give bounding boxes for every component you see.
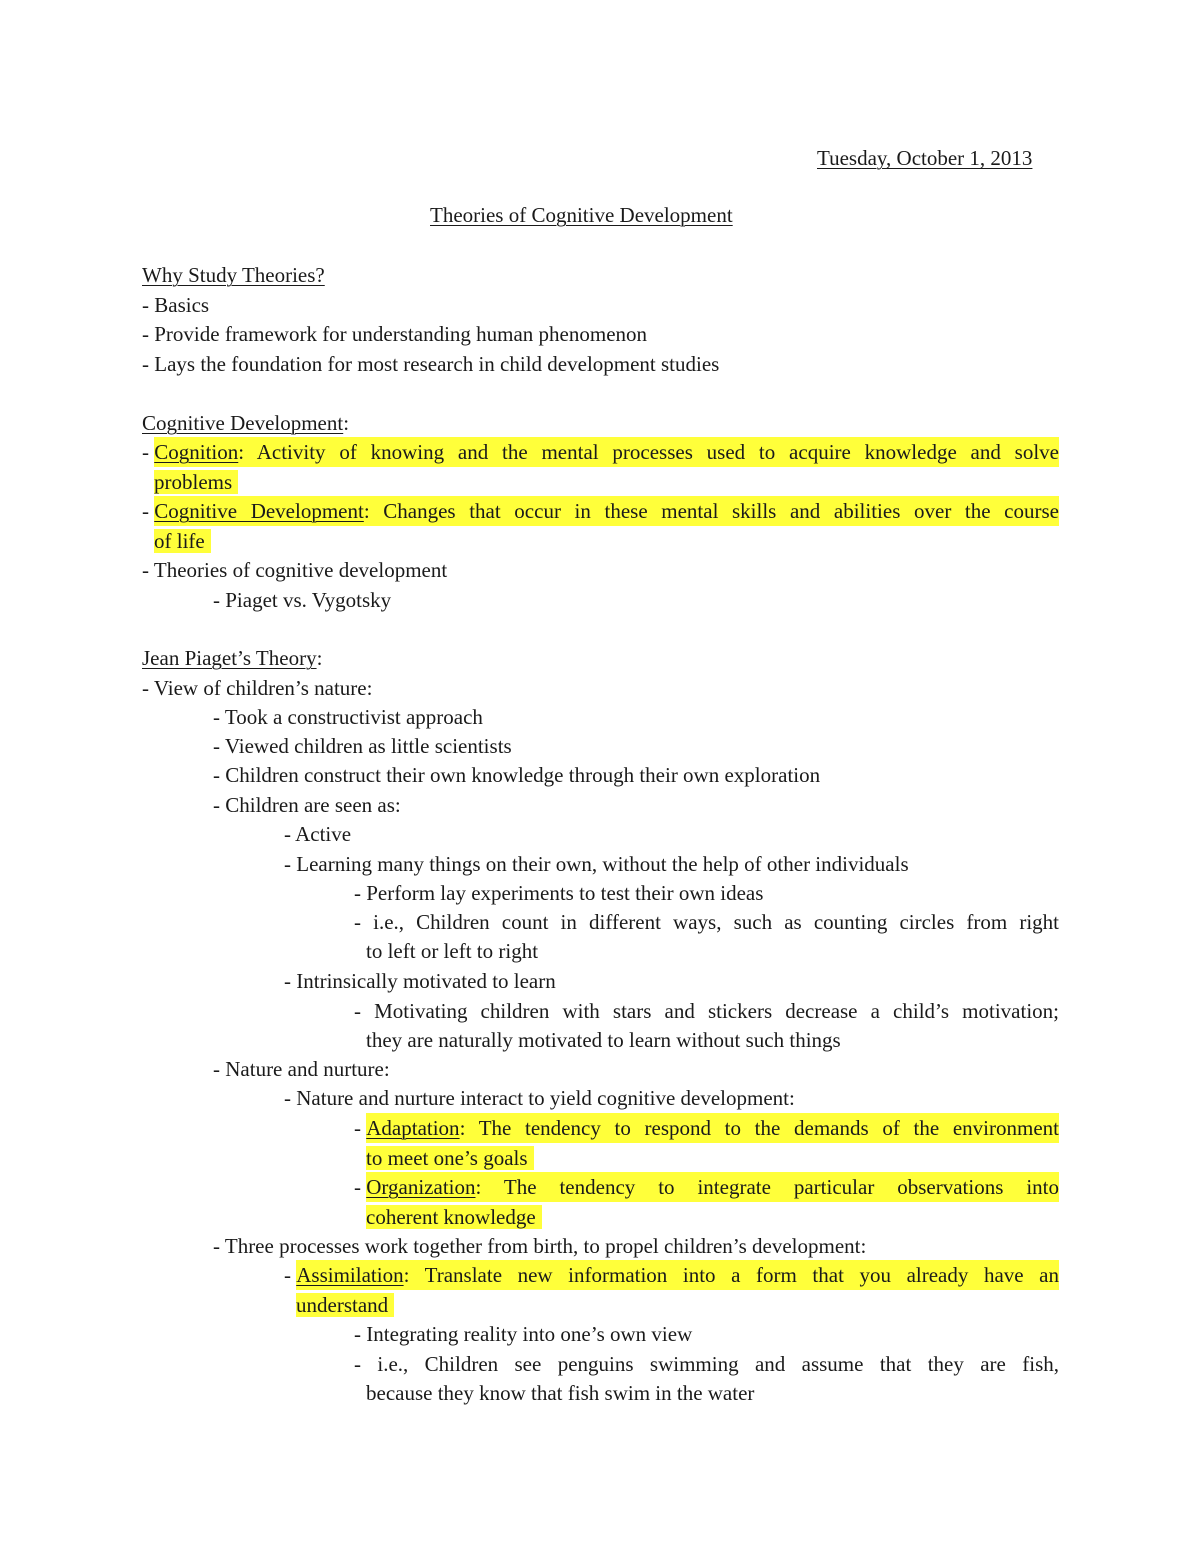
definition-adaptation-line-2 — [366, 1143, 534, 1173]
list-item: - Perform lay experiments to test their own ideas — [354, 881, 764, 905]
list-item: - i.e., Children count in different ways, such as counting circles from right — [354, 910, 1059, 934]
list-item: - Took a constructivist approach — [213, 705, 483, 729]
definition-text: : Activity of knowing and the mental processes used to acquire knowledge and solve — [238, 440, 1059, 464]
definition-text: : The tendency to integrate particular observations into — [475, 1175, 1059, 1199]
bullet-dash: - — [354, 1116, 367, 1140]
bullet-dash: - — [354, 1175, 367, 1199]
definition-text: problems — [154, 470, 238, 494]
section-heading-text: Jean Piaget’s Theory — [142, 646, 317, 670]
section-heading-piaget — [142, 643, 322, 673]
list-item: - Children are seen as: — [213, 793, 401, 817]
document-date: Tuesday, October 1, 2013 — [817, 146, 1033, 170]
list-item: - i.e., Children see penguins swimming and assume that they are fish, — [354, 1352, 1059, 1376]
definition-assimilation-line-2 — [296, 1290, 394, 1320]
list-item: - Learning many things on their own, without the help of other individuals — [284, 852, 909, 876]
definition-organization-text — [366, 1172, 1059, 1202]
definition-cognition-text — [154, 437, 1059, 467]
list-item: - Children construct their own knowledge through their own exploration — [213, 763, 821, 787]
section-heading-cognitive-development — [142, 408, 349, 438]
list-item: - Piaget vs. Vygotsky — [213, 588, 392, 612]
section-heading-text: Cognitive Development — [142, 411, 344, 435]
definition-cognition-line-2 — [154, 467, 238, 497]
list-item: - Three processes work together from birth, to propel children’s development: — [213, 1234, 867, 1258]
list-item: - Provide framework for understanding human phenomenon — [142, 322, 648, 346]
definition-organization-line-1 — [354, 1172, 1059, 1202]
definition-text: of life — [154, 529, 211, 553]
bullet-dash: - — [142, 499, 155, 523]
list-item: - Motivating children with stars and stickers decrease a child’s motivation; — [354, 999, 1059, 1023]
term-cognitive-development: Cognitive Development — [154, 499, 364, 523]
definition-text: to meet one’s goals — [366, 1146, 534, 1170]
term-adaptation: Adaptation — [366, 1116, 460, 1140]
list-item: - Viewed children as little scientists — [213, 734, 512, 758]
bullet-dash: - — [284, 1263, 297, 1287]
definition-cognition-line-1 — [142, 437, 1059, 467]
list-item: - Basics — [142, 293, 210, 317]
definition-organization-line-2 — [366, 1202, 542, 1232]
definition-text: : Changes that occur in these mental skills and abilities over the course — [363, 499, 1059, 523]
definition-adaptation-line-1 — [354, 1113, 1059, 1143]
definition-cognitive-development-line-1 — [142, 496, 1059, 526]
definition-text: coherent knowledge — [366, 1205, 542, 1229]
heading-colon: : — [343, 411, 350, 435]
term-cognition: Cognition — [154, 440, 239, 464]
list-item: - Intrinsically motivated to learn — [284, 969, 556, 993]
list-item: - View of children’s nature: — [142, 676, 373, 700]
definition-adaptation-text — [366, 1113, 1059, 1143]
list-item-continuation: because they know that fish swim in the water — [366, 1381, 755, 1405]
term-organization: Organization — [366, 1175, 476, 1199]
list-item-continuation: they are naturally motivated to learn without such things — [366, 1028, 841, 1052]
term-assimilation: Assimilation — [296, 1263, 404, 1287]
list-item-continuation: to left or left to right — [366, 939, 539, 963]
document-title: Theories of Cognitive Development — [430, 203, 733, 227]
heading-colon: : — [316, 646, 323, 670]
definition-assimilation-line-1 — [284, 1260, 1059, 1290]
definition-cognitive-development-text — [154, 496, 1059, 526]
bullet-dash: - — [142, 440, 155, 464]
definition-cognitive-development-line-2 — [154, 526, 211, 556]
list-item: - Nature and nurture interact to yield cognitive development: — [284, 1086, 795, 1110]
section-heading-why-study: Why Study Theories? — [142, 263, 325, 287]
list-item: - Active — [284, 822, 352, 846]
list-item: - Theories of cognitive development — [142, 558, 448, 582]
list-item: - Lays the foundation for most research in child development studies — [142, 352, 720, 376]
definition-text: understand — [296, 1293, 394, 1317]
list-item: - Nature and nurture: — [213, 1057, 390, 1081]
list-item: - Integrating reality into one’s own view — [354, 1322, 693, 1346]
definition-assimilation-text — [296, 1260, 1059, 1290]
definition-text: : The tendency to respond to the demands of the environment — [459, 1116, 1059, 1140]
definition-text: : Translate new information into a form that you already have an — [403, 1263, 1059, 1287]
